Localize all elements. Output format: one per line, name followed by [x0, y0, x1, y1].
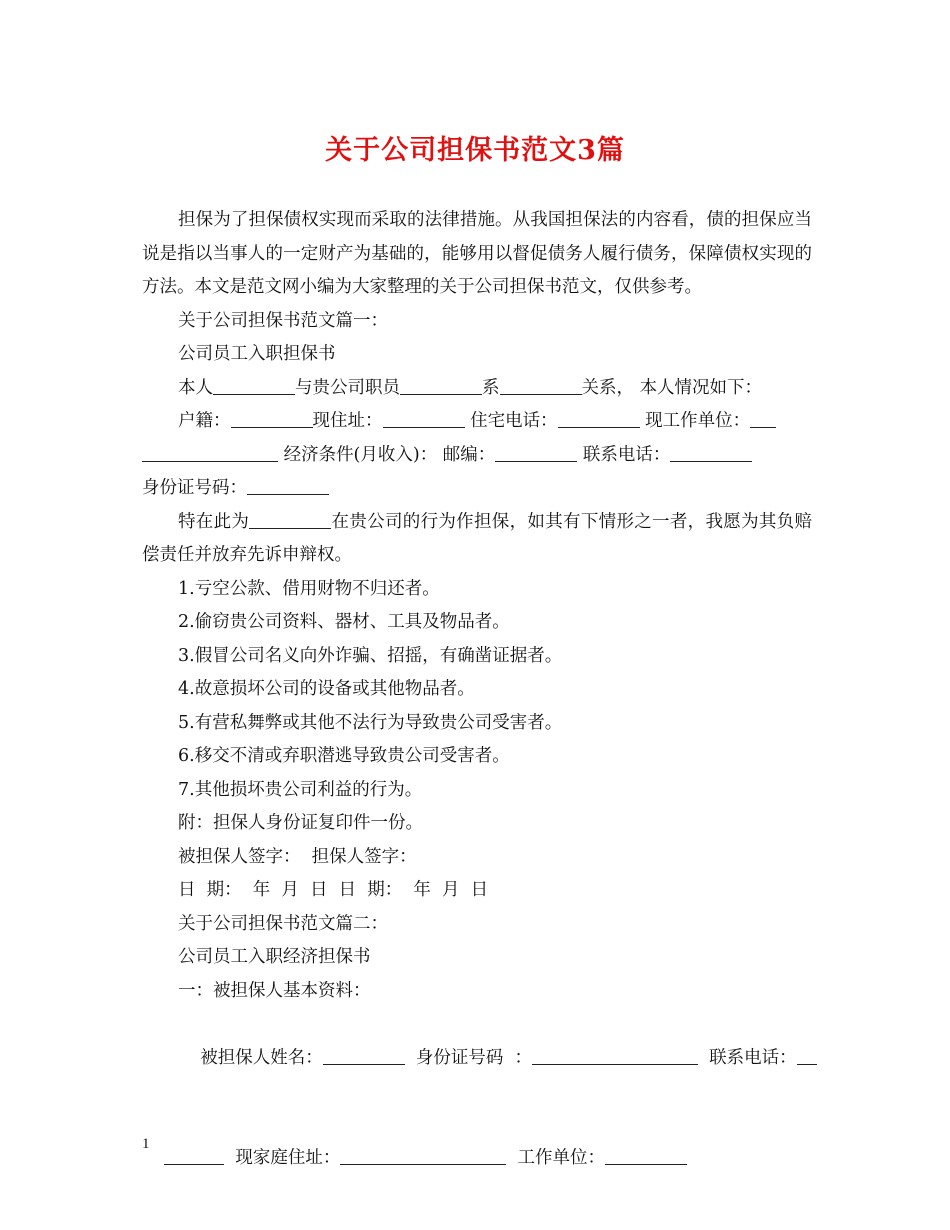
date-line: 日 期： 年 月 日 日 期： 年 月 日 — [178, 880, 489, 900]
signature-line: 被担保人签字： 担保人签字： — [178, 846, 417, 867]
blank-field — [750, 410, 776, 429]
blank-field — [247, 477, 329, 496]
label-workplace: 现工作单位： — [639, 411, 751, 431]
label-work-unit: 工作单位： — [506, 1148, 606, 1168]
intro-paragraph: 担保为了担保债权实现而采取的法律措施。从我国担保法的内容看，债的担保应当说是指以当事人的一定财产为基础的，能够用以督促债务人履行债务，保障债权实现的方法。本文是范文网小编为大家整理的关于公司担保书范文，仅供参考。 — [142, 210, 812, 297]
blank-field — [670, 443, 752, 462]
guarantee-paragraph — [142, 506, 812, 573]
blank-field — [558, 410, 640, 429]
blank-field — [142, 443, 278, 462]
blank-field — [340, 1147, 506, 1166]
label-id-number: 身份证号码 ： — [404, 1047, 533, 1068]
label-home-phone: 住宅电话： — [464, 411, 558, 431]
label-self: 本人 — [178, 377, 213, 398]
list-item: 4.故意损坏公司的设备或其他物品者。 — [178, 679, 475, 699]
label-situation: 关系， 本人情况如下： — [581, 377, 763, 398]
section1-line-address — [142, 405, 812, 439]
section1-heading: 关于公司担保书范文篇一： — [178, 310, 388, 331]
section2-line-address — [142, 1109, 812, 1210]
page-number: 1 — [142, 1136, 150, 1152]
guarantee-text: 在贵公司的行为作担保，如其有下情形之一者，我愿为其负赔偿责任并放弃先诉申辩权。 — [142, 511, 813, 565]
label-home-address: 现家庭住址： — [224, 1148, 341, 1168]
label-employee: 与贵公司职员 — [295, 377, 400, 398]
list-item: 3.假冒公司名义向外诈骗、招摇，有确凿证据者。 — [178, 645, 563, 666]
list-item: 1.亏空公款、借用财物不归还者。 — [178, 578, 440, 599]
section2-heading: 关于公司担保书范文篇二： — [178, 913, 388, 934]
list-item: 2.偷窃贵公司资料、器材、工具及物品者。 — [178, 612, 510, 632]
label-household: 户籍： — [178, 411, 231, 431]
document-title: 关于公司担保书范文3篇 — [325, 135, 625, 166]
blank-field — [495, 443, 577, 462]
blank-field — [400, 376, 482, 395]
blank-field — [323, 1046, 405, 1065]
list-item: 6.移交不清或弃职潜逃导致贵公司受害者。 — [178, 746, 510, 766]
section2-doc-title: 公司员工入职经济担保书 — [178, 947, 371, 967]
label-relation: 系 — [482, 377, 500, 398]
label-id-number: 身份证号码： — [142, 478, 247, 498]
blank-field — [231, 410, 313, 429]
label-address: 现住址： — [312, 411, 383, 431]
list-item: 5.有营私舞弊或其他不法行为导致贵公司受害者。 — [178, 712, 563, 733]
section1-line-relation — [142, 372, 812, 406]
blank-field — [605, 1147, 687, 1166]
attachment-note: 附：担保人身份证复印件一份。 — [178, 813, 423, 833]
label-economy-postcode: 经济条件(月收入)： 邮编： — [278, 444, 496, 465]
label-contact-phone: 联系电话： — [577, 444, 671, 465]
blank-field — [797, 1046, 817, 1065]
blank-field — [213, 376, 295, 395]
section2-subheading: 一：被担保人基本资料： — [178, 980, 371, 1001]
section1-line-economy — [142, 439, 812, 473]
section2-line-name — [142, 1008, 812, 1109]
label-guaranteed-name: 被担保人姓名： — [200, 1047, 323, 1068]
document-body — [142, 204, 812, 1209]
section1-line-id — [142, 472, 812, 506]
label-contact-phone: 联系电话： — [698, 1047, 797, 1068]
blank-field — [383, 410, 465, 429]
section1-doc-title: 公司员工入职担保书 — [178, 344, 336, 364]
list-item: 7.其他损坏贵公司利益的行为。 — [178, 779, 423, 800]
blank-field — [249, 510, 331, 529]
blank-field — [164, 1147, 224, 1166]
blank-field — [532, 1046, 698, 1065]
blank-field — [500, 376, 582, 395]
guarantee-lead: 特在此为 — [178, 511, 250, 532]
